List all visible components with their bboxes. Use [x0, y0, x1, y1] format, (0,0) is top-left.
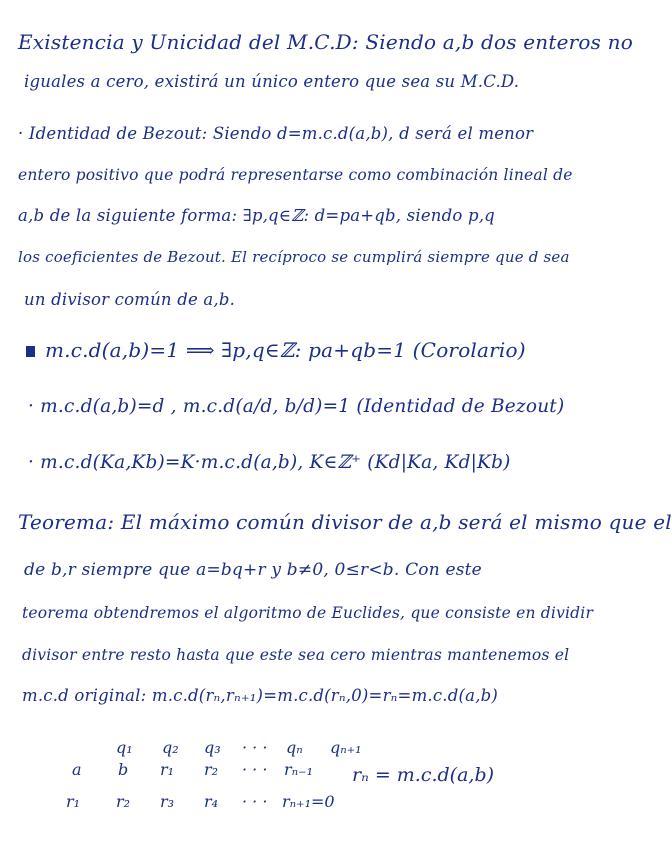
text-line-6: los coeficientes de Bezout. El recíproco se cumplirá siempre que d sea — [18, 248, 570, 266]
text-line-7: un divisor común de a,b. — [24, 290, 236, 309]
euclid-result: rₙ = m.c.d(a,b) — [352, 764, 495, 786]
table-cell-b: b — [118, 760, 129, 779]
table-cell-rn1-zero: rₙ₊₁=0 — [282, 792, 335, 811]
table-cell-q1: q₁ — [116, 738, 133, 757]
table-cell-rn-1: rₙ₋₁ — [284, 760, 313, 779]
table-cell-qn1: qₙ₊₁ — [330, 738, 362, 757]
table-cell-a: a — [72, 760, 82, 779]
table-cell-r4-bottom: r₄ — [204, 792, 219, 811]
table-cell-r1: r₁ — [160, 760, 175, 779]
text-line-2: iguales a cero, existirá un único entero que sea su M.C.D. — [24, 72, 520, 91]
text-line-14: divisor entre resto hasta que este sea cero mientras mantenemos el — [22, 646, 570, 664]
table-cell-q2: q₂ — [162, 738, 179, 757]
table-cell-r-dots: · · · — [242, 792, 268, 811]
text-line-5: a,b de la siguiente forma: ∃p,q∈ℤ: d=pa+qb, siendo p,q — [18, 206, 495, 225]
gcd-scaling-line: · m.c.d(Ka,Kb)=K·m.c.d(a,b), K∈ℤ⁺ (Kd|Ka, Kd|Kb) — [28, 452, 511, 473]
text-line-4: entero positivo que podrá representarse como combinación lineal de — [18, 166, 573, 184]
table-cell-q3: q₃ — [204, 738, 221, 757]
gcd-quotient-line: · m.c.d(a,b)=d , m.c.d(a/d, b/d)=1 (Identidad de Bezout) — [28, 396, 565, 417]
heading-existence-uniqueness: Existencia y Unicidad del M.C.D: Siendo a,b dos enteros no — [18, 30, 634, 54]
text-line-12: de b,r siempre que a=bq+r y b≠0, 0≤r<b. Con este — [24, 560, 482, 580]
bezout-identity-line: · Identidad de Bezout: Siendo d=m.c.d(a,b), d será el menor — [18, 124, 534, 143]
table-cell-qn: qₙ — [286, 738, 303, 757]
table-cell-r3-bottom: r₃ — [160, 792, 175, 811]
table-cell-a-dots: · · · — [242, 760, 268, 779]
theorem-heading-line: Teorema: El máximo común divisor de a,b será el mismo que el — [18, 510, 672, 534]
text-line-15: m.c.d original: m.c.d(rₙ,rₙ₊₁)=m.c.d(rₙ,0)=rₙ=m.c.d(a,b) — [22, 686, 499, 705]
table-cell-r1-bottom: r₁ — [66, 792, 81, 811]
table-cell-r2-bottom: r₂ — [116, 792, 131, 811]
table-cell-q-dots: · · · — [242, 738, 268, 757]
corollary-text: m.c.d(a,b)=1 ⟹ ∃p,q∈ℤ: pa+qb=1 (Corolario) — [45, 338, 526, 362]
text-line-13: teorema obtendremos el algoritmo de Euclides, que consiste en dividir — [22, 604, 594, 622]
table-cell-r2: r₂ — [204, 760, 219, 779]
